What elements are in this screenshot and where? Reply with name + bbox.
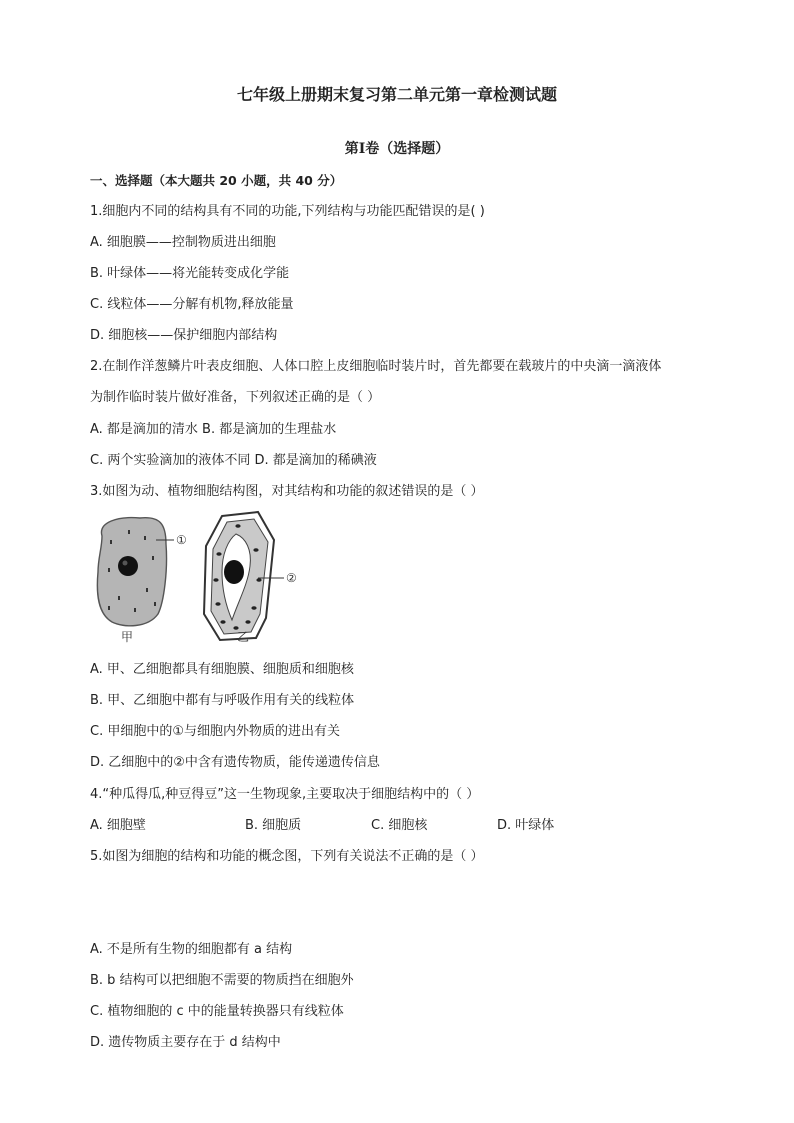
question-4-stem: 4.“种瓜得瓜,种豆得豆”这一生物现象,主要取决于细胞结构中的（ ）: [90, 787, 480, 802]
question-2-stem-line2: 为制作临时装片做好准备，下列叙述正确的是（ ）: [90, 390, 381, 405]
question-2-options-cd: C. 两个实验滴加的液体不同 D. 都是滴加的稀碘液: [90, 453, 377, 468]
question-5-stem: 5.如图为细胞的结构和功能的概念图，下列有关说法不正确的是（ ）: [90, 849, 484, 864]
page-title: 七年级上册期末复习第二单元第一章检测试题: [236, 85, 557, 104]
question-2-options-ab: A. 都是滴加的清水 B. 都是滴加的生理盐水: [90, 422, 337, 437]
question-4-option-d: D. 叶绿体: [497, 818, 555, 833]
question-3-option-b: B. 甲、乙细胞中都有与呼吸作用有关的线粒体: [90, 693, 355, 708]
question-5-option-c: C. 植物细胞的 c 中的能量转换器只有线粒体: [90, 1004, 344, 1019]
marker-2: ②: [286, 571, 297, 585]
question-3-option-d: D. 乙细胞中的②中含有遗传物质，能传递遗传信息: [90, 755, 380, 770]
question-3-stem: 3.如图为动、植物细胞结构图，对其结构和功能的叙述错误的是（ ）: [90, 484, 484, 499]
question-3-option-a: A. 甲、乙细胞都具有细胞膜、细胞质和细胞核: [90, 662, 354, 677]
figure-label-plant: 乙: [237, 630, 250, 644]
question-2-stem-line1: 2.在制作洋葱鳞片叶表皮细胞、人体口腔上皮细胞临时装片时，首先都要在载玻片的中央滴一滴液体: [90, 359, 662, 374]
question-4-option-a: A. 细胞壁: [90, 818, 146, 833]
plant-cell-illustration: [204, 512, 284, 640]
figure-label-animal: 甲: [121, 630, 134, 644]
question-4-option-b: B. 细胞质: [245, 818, 302, 833]
question-1-option-a: A. 细胞膜——控制物质进出细胞: [90, 235, 276, 250]
question-5-option-b: B. b 结构可以把细胞不需要的物质挡在细胞外: [90, 973, 354, 988]
question-1-option-c: C. 线粒体——分解有机物,释放能量: [90, 297, 294, 312]
question-4-option-c: C. 细胞核: [371, 818, 428, 833]
question-5-option-d: D. 遗传物质主要存在于 d 结构中: [90, 1035, 281, 1050]
question-1-option-b: B. 叶绿体——将光能转变成化学能: [90, 266, 290, 281]
animal-cell-illustration: [97, 518, 174, 626]
marker-1: ①: [176, 533, 187, 547]
section-heading: 一、选择题（本大题共 20 小题，共 40 分）: [90, 173, 343, 188]
volume-heading: 第Ⅰ卷（选择题）: [344, 141, 450, 157]
question-5-option-a: A. 不是所有生物的细胞都有 a 结构: [90, 942, 293, 957]
question-3-option-c: C. 甲细胞中的①与细胞内外物质的进出有关: [90, 724, 340, 739]
question-1-stem: 1.细胞内不同的结构具有不同的功能,下列结构与功能匹配错误的是( ): [90, 204, 485, 219]
question-1-option-d: D. 细胞核——保护细胞内部结构: [90, 328, 278, 343]
